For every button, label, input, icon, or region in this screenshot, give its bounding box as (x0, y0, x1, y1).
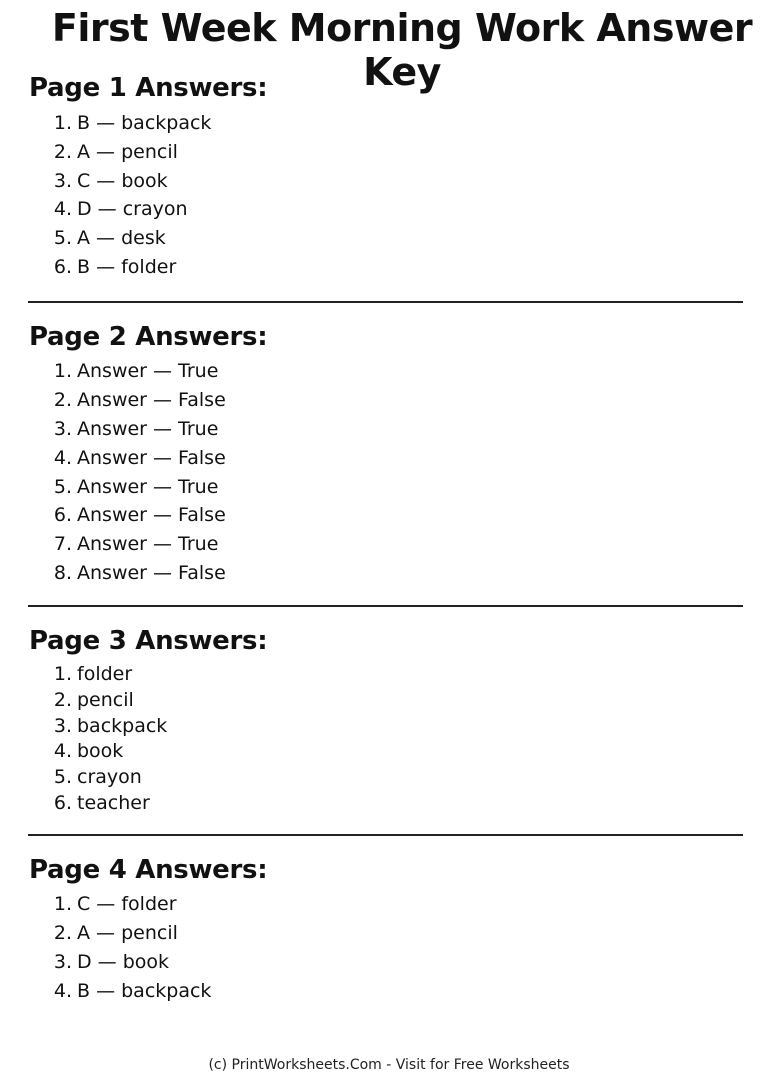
item-number: 2. (53, 140, 72, 163)
list-item (29, 357, 743, 386)
list-item (29, 195, 743, 224)
item-answer: backpack (77, 714, 168, 737)
item-number: 5. (53, 475, 72, 498)
item-answer: folder (77, 663, 133, 685)
section-page-1 (29, 71, 743, 282)
list-item (29, 473, 743, 502)
list-item (29, 948, 743, 977)
list-item (29, 739, 743, 765)
item-number: 4. (53, 979, 72, 1002)
item-number: 1. (53, 112, 72, 134)
section-page-2 (29, 320, 743, 588)
item-answer: D — crayon (77, 198, 188, 221)
list-item (29, 559, 743, 588)
item-number: 3. (53, 714, 72, 737)
list-item (29, 253, 743, 282)
page-title: First Week Morning Work Answer Key (51, 6, 753, 94)
item-number: 2. (53, 688, 72, 711)
footer-credit: (c) PrintWorksheets.Com - Visit for Free Worksheets (208, 1057, 570, 1073)
item-answer: Answer — True (77, 533, 219, 556)
list-item (29, 688, 743, 714)
item-answer: Answer — False (77, 388, 226, 411)
section-page-4 (29, 853, 743, 1006)
item-answer: Answer — False (77, 562, 226, 585)
list-item (29, 530, 743, 559)
item-number: 1. (53, 663, 72, 685)
list-item (29, 444, 743, 473)
item-number: 2. (53, 921, 72, 944)
item-answer: D — book (77, 950, 170, 973)
item-number: 1. (53, 360, 72, 382)
list-item (29, 109, 743, 138)
list-item (29, 791, 743, 817)
item-number: 3. (53, 950, 72, 973)
list-item (29, 167, 743, 196)
list-item (29, 662, 743, 688)
list-item (29, 501, 743, 530)
item-answer: A — pencil (77, 140, 178, 163)
item-number: 8. (53, 562, 72, 585)
section-heading: Page 2 Answers: (29, 322, 268, 352)
item-answer: B — backpack (77, 112, 212, 134)
list-item (29, 765, 743, 791)
item-number: 1. (53, 893, 72, 915)
item-number: 3. (53, 417, 72, 440)
list-item (29, 919, 743, 948)
section-heading: Page 4 Answers: (29, 855, 268, 885)
item-answer: B — folder (77, 255, 177, 278)
item-number: 6. (53, 791, 72, 814)
section-divider (28, 834, 743, 836)
item-answer: crayon (77, 766, 142, 789)
item-number: 2. (53, 388, 72, 411)
answer-list (29, 890, 743, 1006)
item-number: 5. (53, 227, 72, 250)
item-answer: C — folder (77, 893, 177, 915)
item-answer: pencil (77, 688, 134, 711)
list-item (29, 977, 743, 1006)
item-answer: Answer — True (77, 360, 219, 382)
list-item (29, 386, 743, 415)
section-page-3 (29, 624, 743, 817)
section-heading: Page 1 Answers: (29, 73, 268, 103)
item-answer: teacher (77, 791, 150, 814)
item-answer: B — backpack (77, 979, 212, 1002)
answer-list (29, 357, 743, 588)
item-answer: A — desk (77, 227, 166, 250)
list-item (29, 224, 743, 253)
item-number: 5. (53, 766, 72, 789)
section-divider (28, 605, 743, 607)
item-number: 4. (53, 198, 72, 221)
item-answer: book (77, 740, 124, 763)
item-number: 4. (53, 740, 72, 763)
item-answer: C — book (77, 169, 168, 192)
list-item (29, 714, 743, 740)
item-answer: Answer — True (77, 417, 219, 440)
section-divider (28, 301, 743, 303)
item-number: 4. (53, 446, 72, 469)
list-item (29, 415, 743, 444)
item-answer: Answer — True (77, 475, 219, 498)
list-item (29, 138, 743, 167)
list-item (29, 890, 743, 919)
section-heading: Page 3 Answers: (29, 626, 268, 656)
answer-list (29, 109, 743, 282)
answer-list (29, 662, 743, 817)
item-number: 3. (53, 169, 72, 192)
item-answer: Answer — False (77, 446, 226, 469)
item-number: 6. (53, 255, 72, 278)
item-answer: Answer — False (77, 504, 226, 527)
item-answer: A — pencil (77, 921, 178, 944)
item-number: 6. (53, 504, 72, 527)
item-number: 7. (53, 533, 72, 556)
